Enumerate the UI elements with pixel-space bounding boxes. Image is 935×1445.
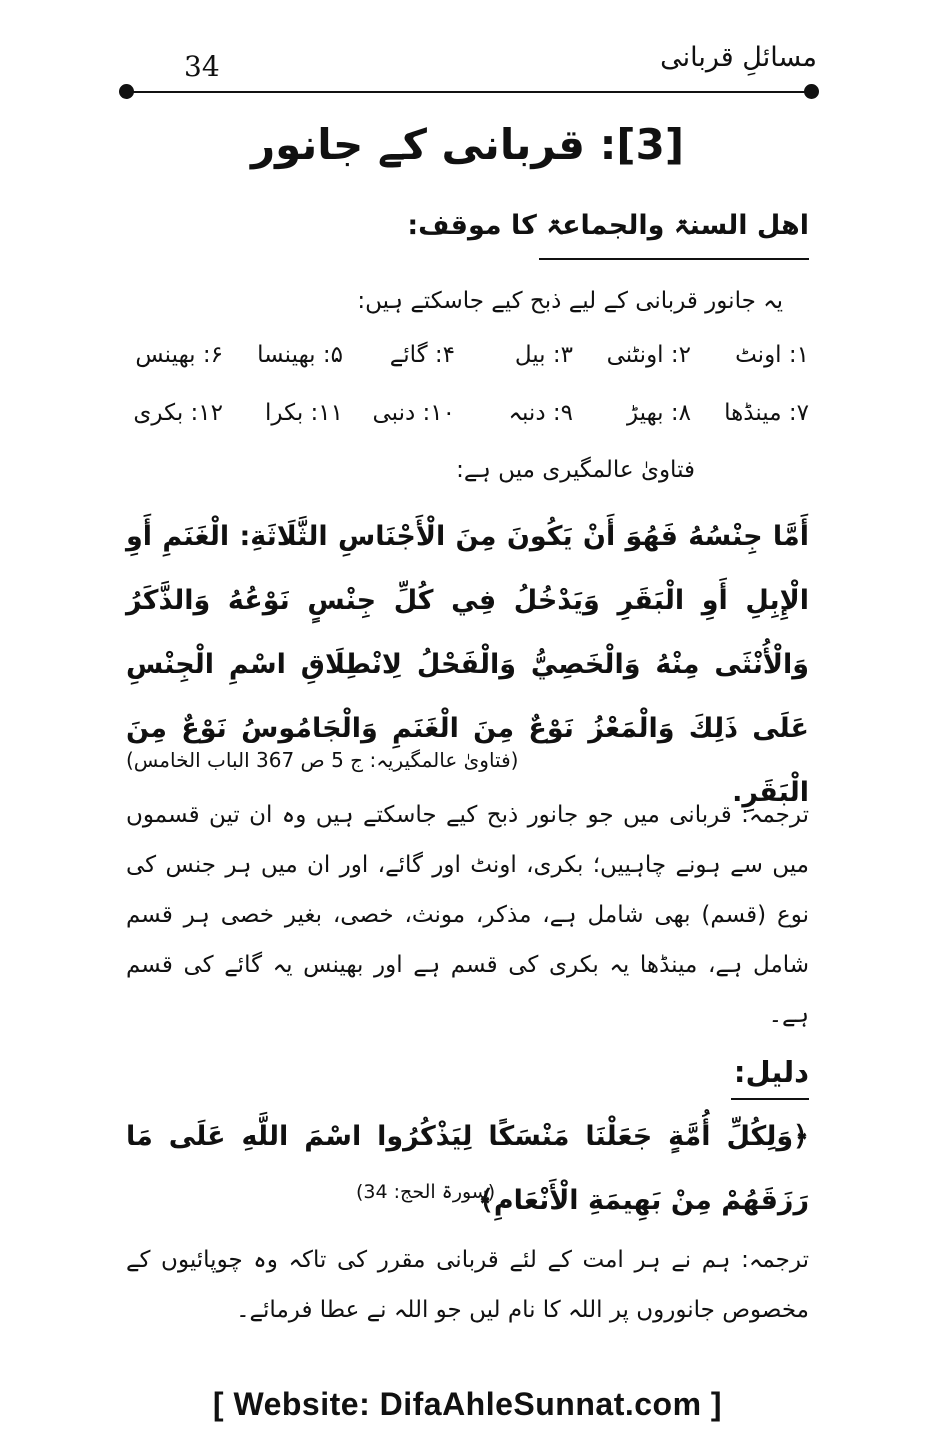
fatawa-intro: فتاویٰ عالمگیری میں ہے: xyxy=(456,457,695,483)
page-number: 34 xyxy=(184,50,220,83)
animal-item: ۴: گائے xyxy=(389,342,455,368)
animal-item: ۱۱: بکرا xyxy=(265,400,343,426)
running-header-title: مسائلِ قربانی xyxy=(660,42,817,73)
animal-item: ۱۰: دنبی xyxy=(372,400,455,426)
animal-item: ۵: بھینسا xyxy=(257,342,343,368)
animal-list-row-2 xyxy=(126,400,809,440)
animal-item: ۶: بھینس xyxy=(135,342,223,368)
surah-reference: (سورۃ الحج: 34) xyxy=(356,1181,496,1203)
translation-paragraph-1: ترجمہ: قربانی میں جو جانور ذبح کیے جاسکتے ہیں وہ ان تین قسموں میں سے ہونے چاہییں؛ بکری، اونٹ اور گائے، اور ان میں ہر جنس کی نوع (قسم) بھی شامل ہے، مذکر، مونث، خصی، بغیر خصی ہر قسم شامل ہے، مینڈھا یہ بکری کی قسم ہے اور بھینس یہ گائے کی قسم ہے۔ xyxy=(126,802,809,1028)
header-rule xyxy=(126,91,812,93)
header-rule-dot-right xyxy=(804,84,819,99)
quran-verse: ﴿وَلِكُلِّ أُمَّةٍ جَعَلْنَا مَنْسَكًا لِيَذْكُرُوا اسْمَ اللَّهِ عَلَى مَا رَزَقَهُمْ مِنْ بَهِيمَةِ الْأَنْعَامِ﴾ xyxy=(126,1121,809,1216)
translation-paragraph-2: ترجمہ: ہم نے ہر امت کے لئے قربانی مقرر کی تاکہ وہ چوپائیوں کے مخصوص جانوروں پر اللہ کا نام لیں جو اللہ نے عطا فرمائے۔ xyxy=(126,1247,809,1323)
arabic-quote: أَمَّا جِنْسُهُ فَهُوَ أَنْ يَكُونَ مِنَ الْأَجْنَاسِ الثَّلَاثَةِ: الْغَنَمِ أَوِ الْإِبِلِ أَوِ الْبَقَرِ وَيَدْخُلُ فِي كُلِّ جِنْسٍ نَوْعُهُ وَالذَّكَرُ وَالْأُنْثَى مِنْهُ وَالْخَصِيُّ وَالْفَحْلُ لِانْطِلَاقِ اسْمِ الْجِنْسِ عَلَى ذَلِكَ وَالْمَعْزُ نَوْعٌ مِنَ الْغَنَمِ وَالْجَامُوسُ نَوْعٌ مِنَ الْبَقَرِ. xyxy=(126,521,809,808)
intro-text: یہ جانور قربانی کے لیے ذبح کیے جاسکتے ہیں: xyxy=(357,288,783,314)
dalil-heading-underline xyxy=(731,1098,809,1100)
animal-list-row-1 xyxy=(126,342,809,382)
animal-item: ۳: بیل xyxy=(514,342,573,368)
section-heading: اھل السنۃ والجماعۃ کا موقف: xyxy=(407,210,809,241)
animal-item: ۲: اونٹنی xyxy=(606,342,691,368)
animal-item: ۸: بھیڑ xyxy=(626,400,691,426)
animal-item: ۹: دنبہ xyxy=(508,400,573,426)
section-heading-underline xyxy=(539,258,809,260)
animal-item: ۱۲: بکری xyxy=(133,400,223,426)
chapter-title: [3]: قربانی کے جانور xyxy=(250,120,685,169)
animal-item: ۱: اونٹ xyxy=(735,342,809,368)
citation: (فتاویٰ عالمگیریہ: ج 5 ص 367 الباب الخامس) xyxy=(126,748,519,772)
dalil-heading: دلیل: xyxy=(733,1055,809,1089)
website-footer: [ Website: DifaAhleSunnat.com ] xyxy=(212,1386,723,1422)
animal-item: ۷: مینڈھا xyxy=(724,400,809,426)
